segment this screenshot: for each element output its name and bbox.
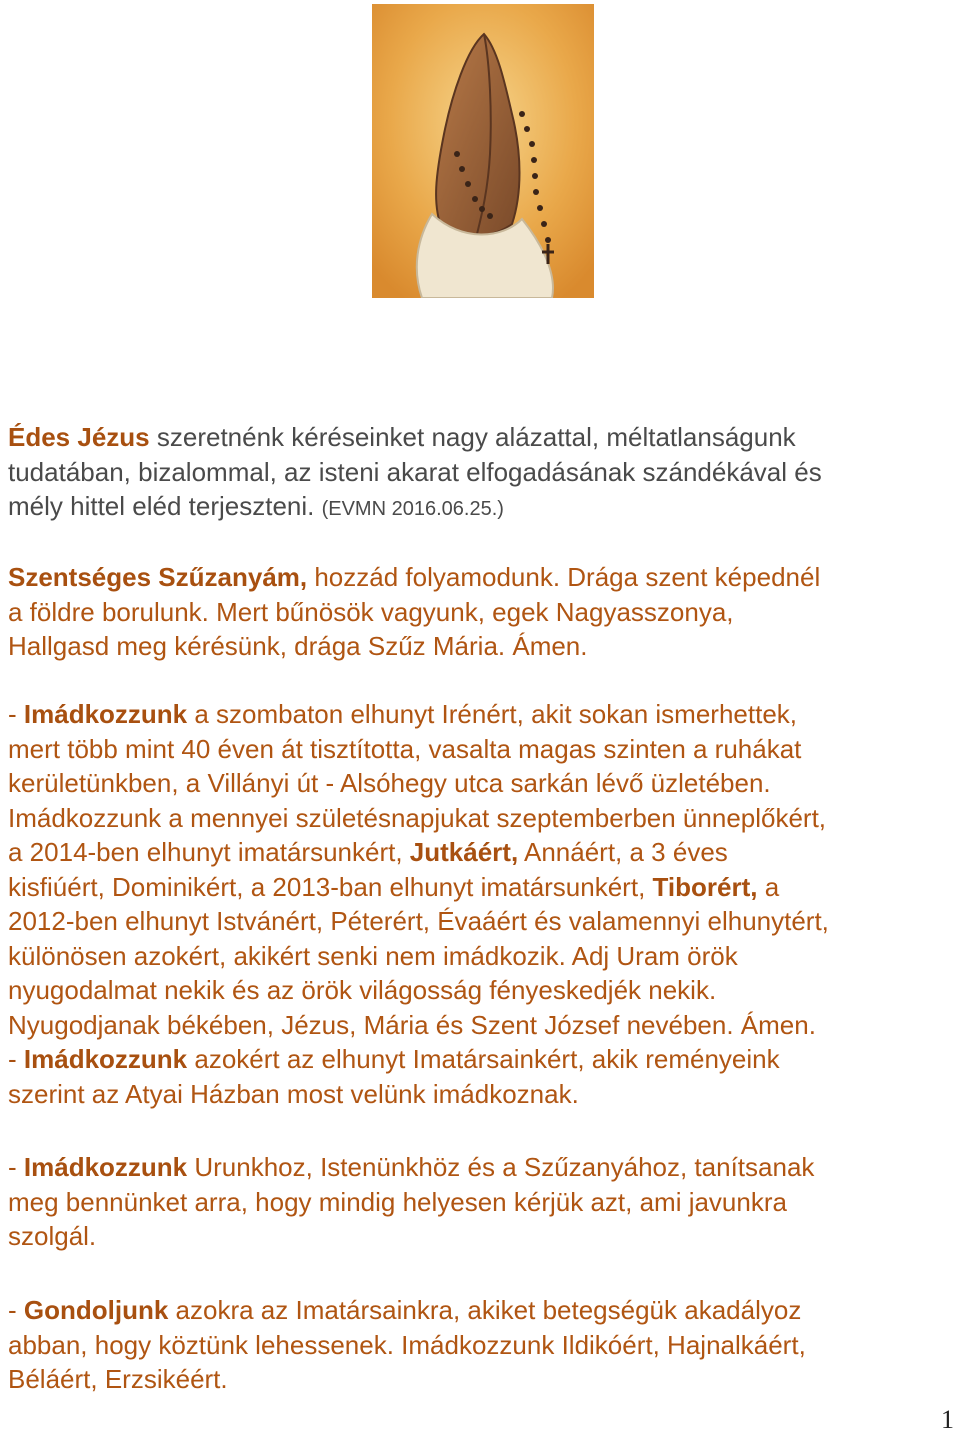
dash: - — [8, 1295, 24, 1325]
reference: (EVMN 2016.06.25.) — [321, 498, 504, 520]
paragraph-text: Urunkhoz, Istenünkhöz és a Szűzanyához, tanítsanak meg bennünket arra, hogy mindig helyesen kérjük azt, ami javunkra szolgál. — [8, 1152, 815, 1251]
paragraph-text: a szombaton elhunyt Irénért, akit sokan ismerhettek, mert több mint 40 éven át tisztította, vasalta magas szinten a ruhákat kerületünkben, a Villányi út - Alsóhegy utca sarkán lévő üzletében. Imádkozzunk a mennyei születésnapjukat szeptemberben ünneplőkért, a 2014-ben elhunyt imatársunkért, — [8, 699, 827, 867]
dash: - — [8, 1044, 24, 1074]
lead-imadkozzunk: Imádkozzunk — [23, 1152, 188, 1182]
paragraph-text: szeretnénk kéréseinket nagy alázattal, méltatlanságunk tudatában, bizalommal, az isteni akarat elfogadásának szándékával és mély hittel eléd terjeszteni. — [8, 422, 822, 521]
lead-imadkozzunk: Imádkozzunk — [23, 699, 188, 729]
lead-szentseges-szuzanyam: Szentséges Szűzanyám, — [8, 562, 308, 592]
dash: - — [8, 699, 24, 729]
dash: - — [8, 1152, 24, 1182]
paragraph-text: a 2012-ben elhunyt Istvánért, Péterért, Évaáért és valamennyi elhunytért, különösen azokért, akikért senki nem imádkozik. Adj Uram örök nyugodalmat nekik és az örök világosság fényeskedjék nekik. Nyugodjanak békében, Jézus, Mária és Szent József nevében. Ámen. — [8, 871, 829, 1040]
name-jutka: Jutkáért, — [409, 837, 519, 867]
lead-edes-jezus: Édes Jézus — [8, 422, 150, 452]
lead-imadkozzunk: Imádkozzunk — [23, 1044, 188, 1074]
paragraph-text: azokért az elhunyt Imatársainkért, akik reményeink szerint az Atyai Házban most velünk imádkoznak. — [8, 1044, 780, 1109]
paragraph-guidance-prayer — [8, 1150, 953, 1254]
paragraph-text: azokra az Imatársainkra, akiket betegségük akadályoz abban, hogy köztünk lehessenek. Imádkozzunk Ildikóért, Hajnalkáért, Béláért, Erzsikéért. — [8, 1295, 806, 1394]
paragraph-text: Annáért, a 3 éves kisfiúért, Dominikért, a 2013-ban elhunyt imatársunkért, — [8, 837, 728, 902]
name-tibor: Tiborért, — [652, 871, 758, 902]
paragraph-sick-prayer — [8, 1293, 953, 1397]
praying-hands-image — [372, 4, 594, 298]
paragraph-deceased-prayer — [8, 697, 953, 1111]
paragraph-mary-prayer — [8, 560, 953, 664]
paragraph-opening-prayer — [8, 420, 953, 527]
paragraph-text: hozzád folyamodunk. Drága szent képednél a földre borulunk. Mert bűnösök vagyunk, egek Nagyasszonya, Hallgasd meg kérésünk, drága Szűz Mária. Ámen. — [8, 562, 821, 661]
lead-gondoljunk: Gondoljunk — [23, 1295, 169, 1325]
page-number: 1 — [941, 1405, 954, 1434]
